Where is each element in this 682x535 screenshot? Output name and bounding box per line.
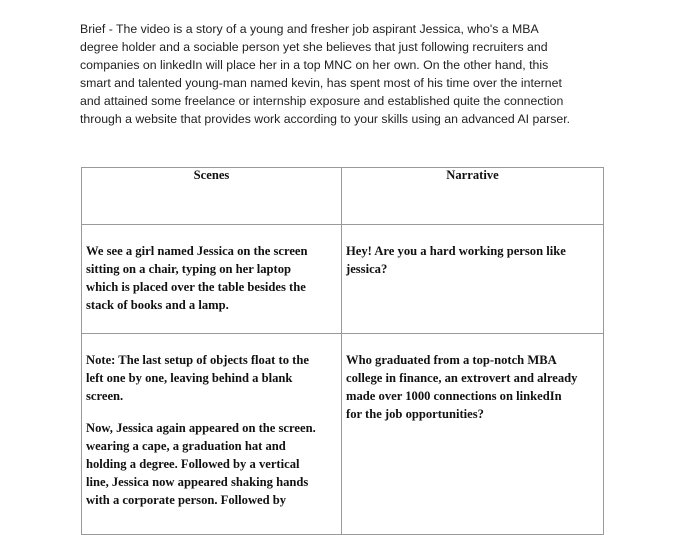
- scene-line: screen.: [86, 389, 124, 403]
- scene-text: [82, 225, 341, 314]
- brief-line: and attained some freelance or internship exposure and established quite the connection: [80, 94, 564, 108]
- narrative-line: college in finance, an extrovert and already: [346, 371, 578, 385]
- scene-text: [82, 334, 341, 509]
- narrative-line: Who graduated from a top-notch MBA: [346, 353, 557, 367]
- scenes-header: Scenes: [82, 168, 342, 225]
- scene-line: Now, Jessica again appeared on the screen.: [86, 421, 316, 435]
- scene-line: sitting on a chair, typing on her laptop: [86, 262, 292, 276]
- scene-line: wearing a cape, a graduation hat and: [86, 439, 286, 453]
- scene-line: which is placed over the table besides the: [86, 280, 306, 294]
- table-row: [82, 225, 604, 334]
- scene-cell: [82, 334, 342, 535]
- brief-line: degree holder and a sociable person yet she believes that just following recruiters and: [80, 40, 548, 54]
- brief-line: through a website that provides work according to your skills using an advanced AI parser.: [80, 112, 571, 126]
- narrative-line: jessica?: [346, 262, 388, 276]
- brief-paragraph: [80, 20, 620, 128]
- brief-line: companies on linkedIn will place her in a top MNC on her own. On the other hand, this: [80, 58, 549, 72]
- table-header-row: [82, 168, 604, 225]
- narrative-cell: [342, 334, 604, 535]
- narrative-header: Narrative: [342, 168, 604, 225]
- narrative-line: Hey! Are you a hard working person like: [346, 244, 566, 258]
- scene-line: left one by one, leaving behind a blank: [86, 371, 293, 385]
- narrative-line: for the job opportunities?: [346, 407, 484, 421]
- table-row: [82, 334, 604, 535]
- scene-line: stack of books and a lamp.: [86, 298, 229, 312]
- brief-line: Brief - The video is a story of a young and fresher job aspirant Jessica, who's a MBA: [80, 22, 539, 36]
- narrative-text: [342, 334, 603, 423]
- scene-line: line, Jessica now appeared shaking hands: [86, 475, 309, 489]
- scene-cell: [82, 225, 342, 334]
- brief-line: smart and talented young-man named kevin, has spent most of his time over the internet: [80, 76, 562, 90]
- script-table: [81, 167, 604, 535]
- narrative-line: made over 1000 connections on linkedIn: [346, 389, 562, 403]
- scene-line: with a corporate person. Followed by: [86, 493, 287, 507]
- scene-line: We see a girl named Jessica on the screen: [86, 244, 308, 258]
- narrative-cell: [342, 225, 604, 334]
- scene-line: holding a degree. Followed by a vertical: [86, 457, 300, 471]
- narrative-text: [342, 225, 603, 278]
- scene-line: Note: The last setup of objects float to the: [86, 353, 309, 367]
